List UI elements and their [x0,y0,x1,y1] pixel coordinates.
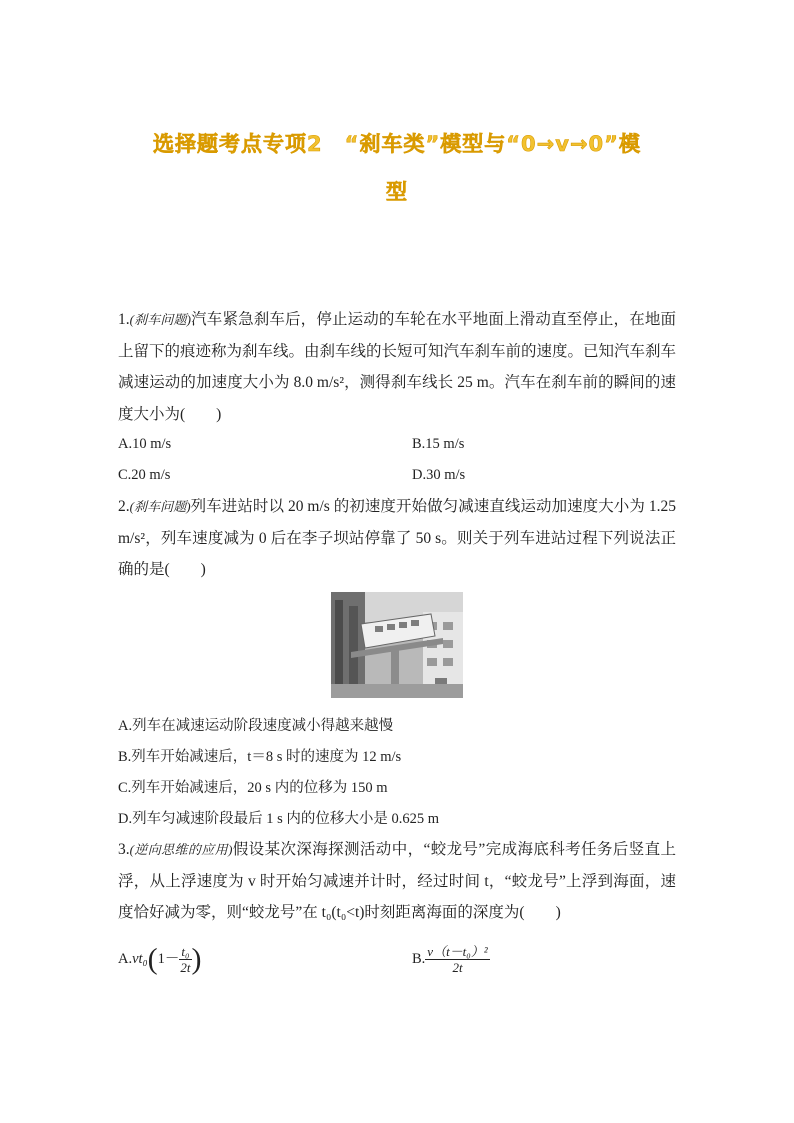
fraction-numerator: v（t－t₀）² [427,944,488,959]
q2-option-d[interactable]: D.列车匀减速阶段最后 1 s 内的位移大小是 0.625 m [118,811,440,827]
q2-option-c[interactable]: C.列车开始减速后，20 s 内的位移为 150 m [118,780,388,796]
question-3-tag: (逆向思维的应用) [129,842,233,857]
page-title-line-1: 选择题考点专项2 “刹车类”模型与“0→v→0”模 [153,132,641,156]
q3-option-b-fraction [425,944,489,975]
fraction-numerator: t₀ [181,944,190,959]
question-2-tag: (刹车问题) [129,499,191,514]
monorail-train-photo [331,592,463,698]
q2-option-a[interactable]: A.列车在减速运动阶段速度减小得越来越慢 [118,718,394,734]
question-1-number: 1. [118,311,130,328]
q3-option-a-label: A. [118,950,133,967]
question-1 [118,304,676,430]
question-3-number: 3. [118,841,130,858]
q1-option-c[interactable]: C.20 m/s [118,467,171,483]
fraction-denominator: 2t [180,960,191,975]
q3-option-a[interactable] [118,944,202,975]
q3-option-b[interactable] [412,944,490,975]
question-1-text: 汽车紧急刹车后，停止运动的车轮在水平地面上滑动直至停止，在地面上留下的痕迹称为刹车线。由刹车线的长短可知汽车刹车前的速度。已知汽车刹车减速运动的加速度大小为 8.0 m/s²，测得刹车线长 25 m。汽车在刹车前的瞬间的速度大小为( ) [118,311,677,423]
q1-option-a[interactable]: A.10 m/s [118,436,172,452]
question-3-text: 假设某次深海探测活动中，“蛟龙号”完成海底科考任务后竖直上浮，从上浮速度为 v 时开始匀减速并计时，经过时间 t，“蛟龙号”上浮到海面，速度恰好减为零，则“蛟龙号”在 t₀(t₀<t)时刻距离海面的深度为( ) [118,841,676,921]
question-1-tag: (刹车问题) [129,312,192,327]
question-2-number: 2. [118,498,130,515]
question-2-text: 列车进站时以 20 m/s 的初速度开始做匀减速直线运动加速度大小为 1.25 m/s²，列车速度减为 0 后在李子坝站停靠了 50 s。则关于列车进站过程下列说法正确的是( ) [118,498,676,578]
q3-option-a-coefficient: vt₀ [132,950,148,967]
right-paren: ) [191,942,202,976]
question-3 [118,834,676,929]
q1-option-b[interactable]: B.15 m/s [412,436,465,452]
q3-option-a-one: 1－ [157,950,180,967]
q1-option-d[interactable]: D.30 m/s [412,467,466,483]
left-paren: ( [147,942,158,976]
q3-option-a-fraction [179,944,191,975]
fraction-denominator: 2t [452,960,463,975]
question-2 [118,491,676,586]
q2-option-b[interactable]: B.列车开始减速后，t＝8 s 时的速度为 12 m/s [118,749,402,765]
page-title-line-2: 型 [386,180,408,204]
q3-option-b-label: B. [412,950,426,967]
